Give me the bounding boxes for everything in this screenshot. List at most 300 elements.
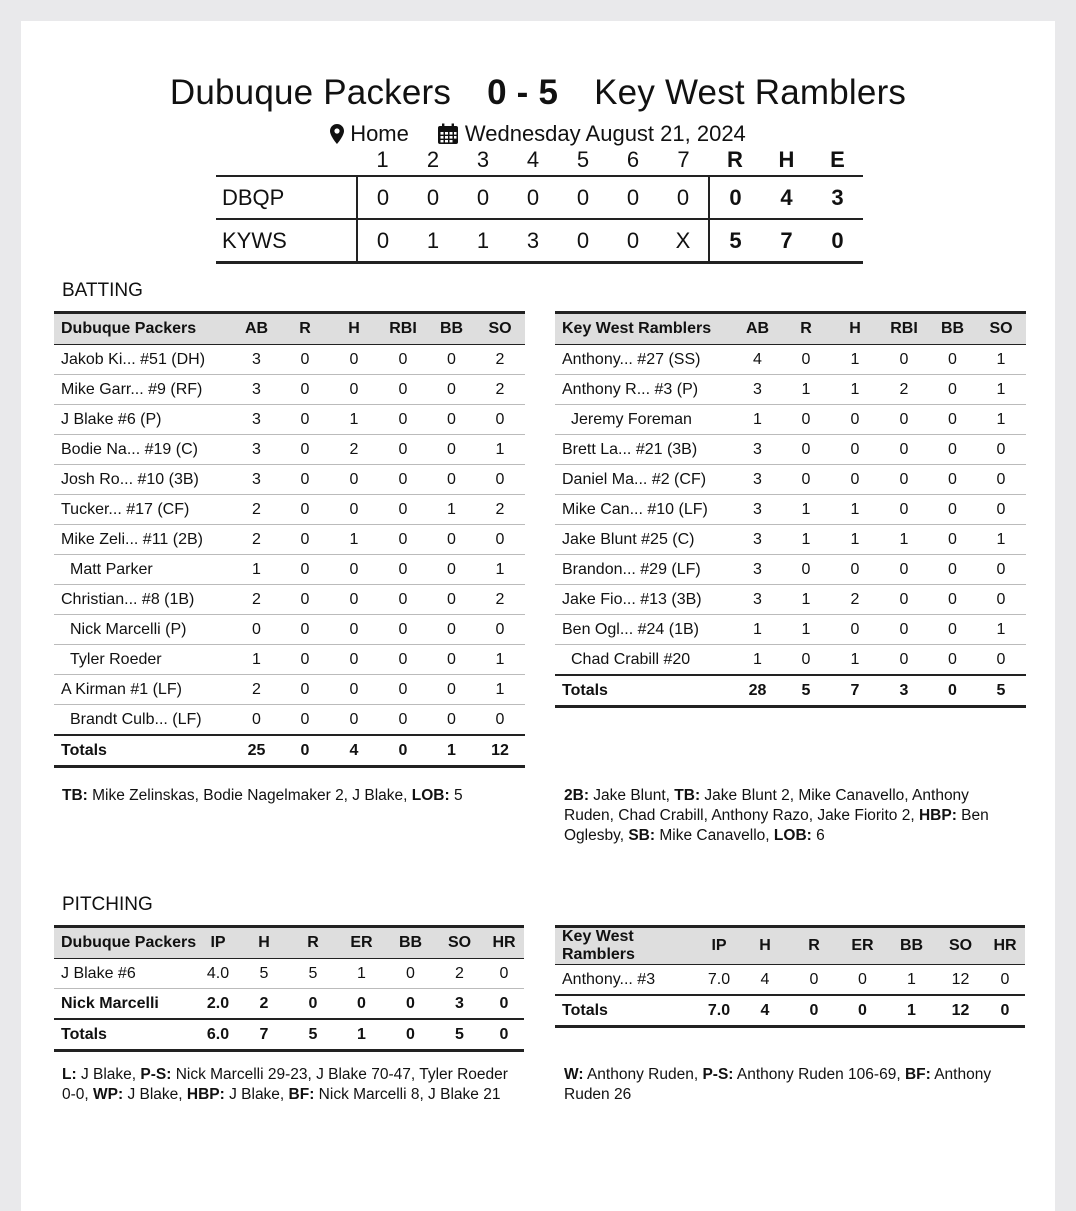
total-stat-cell: 0 [790,995,838,1027]
stat-cell: 1 [831,345,879,375]
stat-cell: 1 [781,375,831,405]
stat-cell: 0 [879,645,929,676]
pitching-section-title: PITCHING [62,894,153,915]
stat-cell: 0 [289,989,337,1020]
total-stat-cell: 0 [378,735,428,767]
line-score-header [216,145,863,176]
note-text: Mike Canavello, [655,827,774,844]
player-name: Anthony... #3 [555,965,698,996]
away-batting-table [555,311,1026,708]
stat-cell: 1 [337,959,386,989]
stat-cell: 1 [330,405,378,435]
box-score-page [21,21,1055,1211]
stat-cell: 0 [475,615,525,645]
stat-cell: 1 [976,615,1026,645]
stat-cell: 0 [428,705,475,736]
inning-score-cell: 1 [458,219,508,263]
line-score-row [216,176,863,219]
batter-row [54,555,525,585]
player-name: Nick Marcelli (P) [54,615,233,645]
stat-column-header: H [330,313,378,345]
player-name: Anthony R... #3 (P) [555,375,734,405]
batter-row [555,555,1026,585]
total-stat-cell: 1 [887,995,936,1027]
totals-row [555,675,1026,707]
stat-cell: 0 [330,675,378,705]
player-name: Josh Ro... #10 (3B) [54,465,233,495]
total-stat-cell: 5 [289,1019,337,1051]
player-name: Tucker... #17 (CF) [54,495,233,525]
totals-label: Totals [555,995,698,1027]
inning-header: 2 [426,147,440,172]
stat-cell: 1 [831,375,879,405]
stat-cell: 0 [879,465,929,495]
inning-score-cell: 0 [357,219,408,263]
stat-column-header: H [740,927,790,965]
stat-cell: 3 [233,465,280,495]
stat-cell: 0 [976,645,1026,676]
stat-column-header: R [289,927,337,959]
stat-cell: 0 [929,555,976,585]
stat-column-header: BB [428,313,475,345]
total-stat-cell: 5 [781,675,831,707]
stat-cell: 0 [831,555,879,585]
line-score-h-cell: 7 [761,219,812,263]
stat-cell: 0 [879,435,929,465]
stat-cell: 0 [976,585,1026,615]
stat-header-row [54,927,524,959]
line-score-team: DBQP [216,176,357,219]
line-score-r-cell: 0 [709,176,761,219]
stat-cell: 0 [378,615,428,645]
home-pitching-table [54,925,524,1052]
stat-cell: 0 [330,585,378,615]
stat-cell: 3 [233,375,280,405]
inning-header: 3 [476,147,490,172]
stat-header-row [555,927,1025,965]
stat-cell: 4 [740,965,790,996]
total-stat-cell: 3 [879,675,929,707]
batter-row [555,615,1026,645]
player-name: Matt Parker [54,555,233,585]
stat-cell: 0 [386,959,435,989]
stat-cell: 0 [781,345,831,375]
stat-cell: 0 [378,345,428,375]
stat-cell: 0 [330,375,378,405]
stat-column-header: HR [484,927,524,959]
stat-cell: 3 [734,495,781,525]
stat-cell: 0 [280,405,330,435]
stat-column-header: BB [386,927,435,959]
stat-cell: 1 [831,495,879,525]
stat-cell: 0 [330,705,378,736]
runs-header: R [727,147,743,172]
stat-column-header: SO [936,927,985,965]
inning-score-cell: X [658,219,709,263]
stat-cell: 0 [428,465,475,495]
away-team-name: Key West Ramblers [594,73,907,112]
batter-row [555,585,1026,615]
total-stat-cell: 4 [740,995,790,1027]
stat-cell: 0 [428,345,475,375]
stat-cell: 0 [378,465,428,495]
note-text: 5 [449,787,463,804]
stat-cell: 0 [378,645,428,675]
stat-cell: 0 [838,965,887,996]
stat-cell: 0 [879,495,929,525]
stat-cell: 0 [781,405,831,435]
stat-cell: 1 [976,525,1026,555]
stat-cell: 0 [831,405,879,435]
stat-cell: 0 [280,615,330,645]
batter-row [54,405,525,435]
total-stat-cell: 1 [337,1019,386,1051]
stat-column-header: R [781,313,831,345]
stat-column-header: AB [734,313,781,345]
total-stat-cell: 7 [831,675,879,707]
stat-cell: 0 [929,645,976,676]
stat-cell: 0 [233,705,280,736]
inning-score-cell: 0 [558,219,608,263]
stat-column-header: RBI [879,313,929,345]
player-name: Mike Garr... #9 (RF) [54,375,233,405]
stat-cell: 0 [280,705,330,736]
stat-cell: 2 [233,585,280,615]
stat-cell: 1 [887,965,936,996]
stat-cell: 0 [378,435,428,465]
stat-cell: 0 [929,435,976,465]
player-name: Nick Marcelli [54,989,197,1020]
batter-row [555,495,1026,525]
stat-cell: 2 [233,495,280,525]
total-stat-cell: 25 [233,735,280,767]
stat-cell: 0 [428,525,475,555]
stat-cell: 0 [428,375,475,405]
note-text: Mike Zelinskas, Bodie Nagelmaker 2, J Blake, [87,787,412,804]
stat-cell: 1 [976,345,1026,375]
total-stat-cell: 0 [280,735,330,767]
stat-cell: 1 [233,645,280,675]
stat-column-header: AB [233,313,280,345]
player-name: Jake Fio... #13 (3B) [555,585,734,615]
stat-column-header: SO [475,313,525,345]
note-label: TB: [674,787,701,804]
note-text: Nick Marcelli 8, J Blake 21 [314,1086,501,1103]
note-text: Nick Marcelli 29-23, J Blake 70-47, Tyler Roeder 0-0, [62,1066,508,1103]
batter-row [555,525,1026,555]
stat-cell: 0 [781,465,831,495]
stat-cell: 4.0 [197,959,239,989]
inning-score-cell: 0 [357,176,408,219]
line-score-e-cell: 3 [812,176,863,219]
note-label: 2B: [564,787,589,804]
inning-header: 4 [526,147,540,172]
stat-cell: 3 [734,435,781,465]
note-text: Ben Oglesby, [564,807,989,844]
totals-row [54,1019,524,1051]
player-name: Jeremy Foreman [555,405,734,435]
total-stat-cell: 0 [386,1019,435,1051]
stat-column-header: R [280,313,330,345]
pitcher-row [54,989,524,1020]
batting-section-title: BATTING [62,280,143,301]
total-stat-cell: 5 [976,675,1026,707]
stat-cell: 0 [330,555,378,585]
total-stat-cell: 0 [985,995,1025,1027]
stat-cell: 1 [233,555,280,585]
stat-cell: 0 [330,615,378,645]
total-stat-cell: 5 [435,1019,484,1051]
note-text: J Blake, [224,1086,289,1103]
pitcher-row [54,959,524,989]
player-name: Jakob Ki... #51 (DH) [54,345,233,375]
stat-cell: 0 [879,615,929,645]
totals-row [54,735,525,767]
stat-cell: 2 [475,345,525,375]
stat-cell: 3 [734,465,781,495]
batter-row [54,465,525,495]
batter-row [555,465,1026,495]
batter-row [54,705,525,736]
game-info [21,121,1055,147]
stat-column-header: H [831,313,879,345]
stat-cell: 0 [976,495,1026,525]
stat-column-header: RBI [378,313,428,345]
stat-cell: 5 [239,959,289,989]
batter-row [54,645,525,675]
total-stat-cell: 7.0 [698,995,740,1027]
stat-cell: 0 [378,555,428,585]
stat-cell: 4 [734,345,781,375]
stat-cell: 0 [929,465,976,495]
note-label: LOB: [411,787,450,804]
stat-column-header: SO [435,927,484,959]
stat-cell: 3 [734,585,781,615]
note-text: Jake Blunt, [588,787,675,804]
stat-cell: 1 [879,525,929,555]
note-label: TB: [62,787,88,804]
stat-cell: 0 [378,495,428,525]
batter-row [555,435,1026,465]
stat-cell: 0 [484,959,524,989]
stat-cell: 0 [428,675,475,705]
player-name: Tyler Roeder [54,645,233,675]
stat-cell: 1 [475,645,525,675]
stat-cell: 1 [781,615,831,645]
inning-header: 6 [626,147,640,172]
stat-cell: 0 [428,405,475,435]
inning-score-cell: 0 [508,176,558,219]
stat-cell: 0 [378,375,428,405]
inning-header: 1 [376,147,389,172]
player-name: Brett La... #21 (3B) [555,435,734,465]
player-name: Brandt Culb... (LF) [54,705,233,736]
player-name: J Blake #6 (P) [54,405,233,435]
hits-header: H [778,147,795,172]
stat-column-header: BB [887,927,936,965]
note-label: W: [564,1066,584,1083]
stat-cell: 0 [280,435,330,465]
line-score-r-cell: 5 [709,219,761,263]
stat-cell: 1 [781,525,831,555]
stat-cell: 0 [280,465,330,495]
stat-cell: 2 [435,959,484,989]
stat-cell: 3 [233,405,280,435]
stat-cell: 0 [378,405,428,435]
player-name: Bodie Na... #19 (C) [54,435,233,465]
note-label: P-S: [140,1066,172,1083]
stat-cell: 0 [985,965,1025,996]
stat-cell: 0 [879,555,929,585]
home-pitching-notes [62,1065,517,1105]
stat-cell: 1 [734,405,781,435]
total-stat-cell: 0 [838,995,887,1027]
stat-cell: 2 [831,585,879,615]
player-name: Anthony... #27 (SS) [555,345,734,375]
total-stat-cell: 12 [475,735,525,767]
stat-cell: 0 [280,345,330,375]
away-pitching-notes [564,1065,1004,1105]
stat-column-header: IP [698,927,740,965]
total-stat-cell: 7 [239,1019,289,1051]
stat-cell: 0 [428,555,475,585]
team-name-header: Key West Ramblers [555,313,734,345]
stat-cell: 3 [233,435,280,465]
inning-score-cell: 0 [658,176,709,219]
batter-row [555,375,1026,405]
stat-column-header: R [790,927,838,965]
note-label: BF: [288,1086,315,1103]
stat-cell: 0 [484,989,524,1020]
inning-score-cell: 0 [558,176,608,219]
stat-cell: 1 [428,495,475,525]
stat-cell: 0 [233,615,280,645]
player-name: Christian... #8 (1B) [54,585,233,615]
inning-score-cell: 3 [508,219,558,263]
total-stat-cell: 0 [484,1019,524,1051]
player-name: Ben Ogl... #24 (1B) [555,615,734,645]
batter-row [555,645,1026,676]
stat-cell: 0 [929,495,976,525]
location-pin-icon [330,124,344,144]
player-name: Mike Can... #10 (LF) [555,495,734,525]
note-label: LOB: [773,827,812,844]
stat-cell: 0 [330,495,378,525]
stat-cell: 1 [781,585,831,615]
stat-cell: 2 [879,375,929,405]
batter-row [54,345,525,375]
stat-cell: 3 [734,555,781,585]
stat-cell: 3 [734,525,781,555]
inning-score-cell: 0 [408,176,458,219]
stat-cell: 0 [378,585,428,615]
stat-cell: 2.0 [197,989,239,1020]
stat-cell: 0 [475,465,525,495]
note-text: J Blake, [76,1066,141,1083]
stat-cell: 0 [976,465,1026,495]
stat-cell: 1 [831,525,879,555]
stat-cell: 5 [289,959,337,989]
stat-cell: 0 [475,525,525,555]
inning-score-cell: 0 [608,219,658,263]
stat-cell: 0 [879,405,929,435]
stat-cell: 2 [475,495,525,525]
score-title [21,73,1055,113]
stat-cell: 1 [475,435,525,465]
total-stat-cell: 28 [734,675,781,707]
note-text: Anthony Ruden, [583,1066,703,1083]
stat-cell: 2 [475,585,525,615]
stat-cell: 1 [734,645,781,676]
note-label: P-S: [702,1066,734,1083]
totals-row [555,995,1025,1027]
stat-column-header: HR [985,927,1025,965]
stat-cell: 0 [330,645,378,675]
stat-column-header: ER [337,927,386,959]
stat-cell: 0 [337,989,386,1020]
team-name-header: Key West Ramblers [555,927,698,965]
total-stat-cell: 0 [929,675,976,707]
stat-column-header: H [239,927,289,959]
game-date: Wednesday August 21, 2024 [464,121,746,146]
stat-column-header: ER [838,927,887,965]
total-stat-cell: 6.0 [197,1019,239,1051]
stat-cell: 0 [929,405,976,435]
stat-cell: 7.0 [698,965,740,996]
note-label: HBP: [186,1086,225,1103]
totals-label: Totals [54,1019,197,1051]
player-name: J Blake #6 [54,959,197,989]
note-label: L: [62,1066,77,1083]
stat-cell: 0 [330,465,378,495]
batter-row [54,585,525,615]
stat-cell: 0 [929,345,976,375]
player-name: Chad Crabill #20 [555,645,734,676]
stat-cell: 1 [330,525,378,555]
stat-cell: 0 [280,375,330,405]
home-batting-table [54,311,525,768]
stat-cell: 0 [831,465,879,495]
stat-cell: 2 [233,525,280,555]
stat-cell: 0 [929,615,976,645]
inning-header: 5 [576,147,590,172]
stat-cell: 1 [475,555,525,585]
stat-cell: 0 [831,435,879,465]
stat-cell: 2 [233,675,280,705]
player-name: Brandon... #29 (LF) [555,555,734,585]
stat-cell: 0 [428,585,475,615]
stat-cell: 0 [976,555,1026,585]
stat-header-row [555,313,1026,345]
stat-cell: 0 [378,675,428,705]
stat-cell: 0 [330,345,378,375]
stat-cell: 3 [233,345,280,375]
note-label: WP: [93,1086,124,1103]
stat-cell: 0 [378,525,428,555]
inning-score-cell: 0 [608,176,658,219]
stat-cell: 0 [929,525,976,555]
stat-cell: 2 [239,989,289,1020]
pitcher-row [555,965,1025,996]
stat-cell: 1 [475,675,525,705]
stat-cell: 1 [976,405,1026,435]
stat-cell: 0 [280,585,330,615]
player-name: Daniel Ma... #2 (CF) [555,465,734,495]
stat-cell: 0 [831,615,879,645]
stat-cell: 0 [929,375,976,405]
stat-cell: 0 [428,615,475,645]
inning-score-cell: 0 [458,176,508,219]
